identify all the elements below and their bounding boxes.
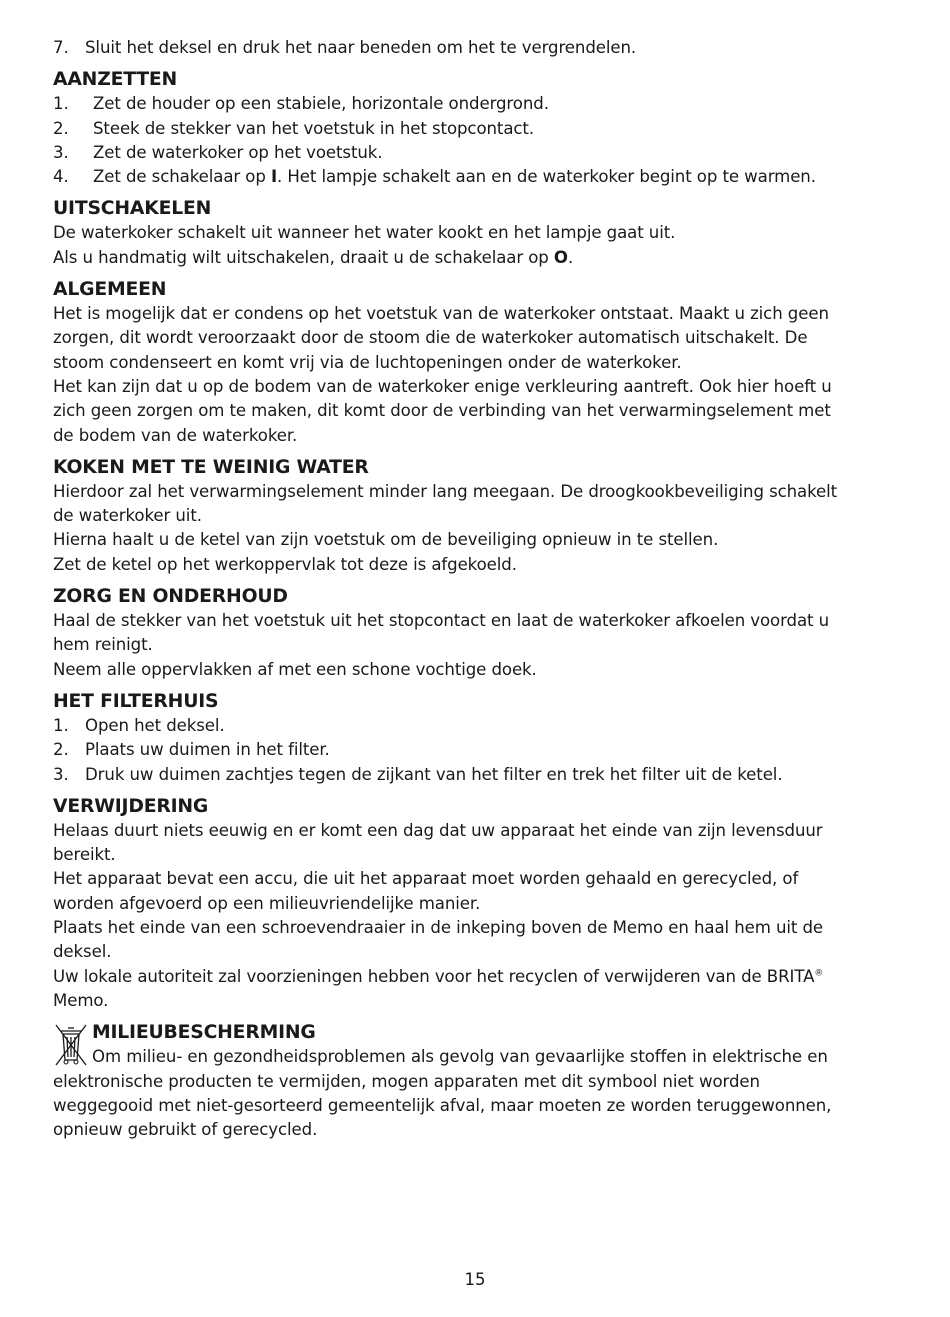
list-item [53, 36, 893, 60]
paragraph-line: weggegooid met niet-gesorteerd gemeentelijk afval, maar moeten ze worden teruggewonnen, [53, 1095, 832, 1115]
item-number: 1. [53, 94, 69, 114]
item-number: 3. [53, 764, 69, 784]
list-item [53, 738, 893, 762]
paragraph-line: Zet de ketel op het werkoppervlak tot deze is afgekoeld. [53, 554, 517, 574]
paragraph-line: Het apparaat bevat een accu, die uit het apparaat moet worden gehaald en gerecycled, of [53, 869, 799, 889]
item-text: Zet de houder op een stabiele, horizontale ondergrond. [93, 94, 549, 114]
paragraph-line: Plaats het einde van een schroevendraaier in de inkeping boven de Memo en haal hem uit de [53, 918, 824, 938]
list-item [53, 141, 893, 165]
page-number: 15 [464, 1270, 486, 1289]
paragraph-line: Haal de stekker van het voetstuk uit het stopcontact en laat de waterkoker afkoelen voordat u [53, 611, 830, 631]
paragraph-line: Memo. [53, 990, 109, 1010]
paragraph-line: zich geen zorgen om te maken, dit komt door de verbinding van het verwarmingselement met [53, 401, 831, 421]
paragraph-line: Het is mogelijk dat er condens op het voetstuk van de waterkoker ontstaat. Maakt u zich geen [53, 304, 829, 324]
item-text: Zet de schakelaar op I. Het lampje schakelt aan en de waterkoker begint op te warmen. [93, 167, 816, 187]
item-number: 3. [53, 142, 69, 162]
paragraph-line: Helaas duurt niets eeuwig en er komt een dag dat uw apparaat het einde van zijn levensduur [53, 820, 823, 840]
list-item [53, 714, 893, 738]
item-number: 4. [53, 167, 69, 187]
item-text: Plaats uw duimen in het filter. [85, 740, 330, 760]
list-item [53, 117, 893, 141]
list-item [53, 92, 893, 116]
manual-page [53, 36, 893, 1142]
section-heading-zorg: ZORG EN ONDERHOUD [53, 586, 288, 608]
list-item [53, 763, 893, 787]
paragraph-line: zorgen, dit wordt veroorzaakt door de stoom die de waterkoker automatisch uitschakelt. De [53, 328, 808, 348]
section-heading-koken: KOKEN MET TE WEINIG WATER [53, 456, 369, 478]
paragraph-line: elektronische producten te vermijden, mogen apparaten met dit symbool niet worden [53, 1071, 760, 1091]
paragraph-line: de waterkoker uit. [53, 506, 202, 526]
paragraph-line: worden afgevoerd op een milieuvriendelijke manier. [53, 893, 481, 913]
item-text: Zet de waterkoker op het voetstuk. [93, 142, 383, 162]
item-text: Open het deksel. [85, 715, 225, 735]
section-heading-verwijdering: VERWIJDERING [53, 795, 209, 817]
paragraph-line: Uw lokale autoriteit zal voorzieningen hebben voor het recyclen of verwijderen van de BRITA® [53, 966, 824, 986]
crossed-bin-icon [53, 1022, 89, 1068]
paragraph-line: bereikt. [53, 845, 116, 865]
section-heading-milieu: MILIEUBESCHERMING [92, 1022, 316, 1044]
paragraph-line: Hierna haalt u de ketel van zijn voetstuk om de beveiliging opnieuw in te stellen. [53, 530, 719, 550]
milieu-section [53, 1021, 893, 1069]
paragraph-line: Neem alle oppervlakken af met een schone vochtige doek. [53, 659, 537, 679]
paragraph-line: opnieuw gebruikt of gerecycled. [53, 1120, 318, 1140]
item-number: 7. [53, 38, 69, 57]
section-heading-algemeen: ALGEMEEN [53, 279, 167, 301]
item-number: 1. [53, 715, 69, 735]
registered-mark: ® [814, 968, 824, 979]
item-text: Steek de stekker van het voetstuk in het stopcontact. [93, 118, 534, 138]
paragraph-line: Als u handmatig wilt uitschakelen, draait u de schakelaar op O. [53, 247, 574, 267]
section-heading-aanzetten: AANZETTEN [53, 69, 178, 91]
paragraph-line: de bodem van de waterkoker. [53, 425, 298, 445]
paragraph-line: De waterkoker schakelt uit wanneer het water kookt en het lampje gaat uit. [53, 223, 676, 243]
item-number: 2. [53, 118, 69, 138]
paragraph-line: hem reinigt. [53, 635, 153, 655]
paragraph-line: Het kan zijn dat u op de bodem van de waterkoker enige verkleuring aantreft. Ook hier hoeft u [53, 376, 832, 396]
section-heading-uitschakelen: UITSCHAKELEN [53, 198, 212, 220]
item-text: Sluit het deksel en druk het naar beneden om het te vergrendelen. [85, 38, 637, 57]
item-text: Druk uw duimen zachtjes tegen de zijkant van het filter en trek het filter uit de ketel. [85, 764, 783, 784]
section-heading-filterhuis: HET FILTERHUIS [53, 690, 219, 712]
paragraph-line: Hierdoor zal het verwarmingselement minder lang meegaan. De droogkookbeveiliging schakelt [53, 481, 838, 501]
item-number: 2. [53, 740, 69, 760]
list-item [53, 165, 893, 189]
paragraph-line: stoom condenseert en komt vrij via de luchtopeningen onder de waterkoker. [53, 352, 682, 372]
paragraph-line: deksel. [53, 942, 112, 962]
paragraph-line: Om milieu- en gezondheidsproblemen als gevolg van gevaarlijke stoffen in elektrische en [92, 1047, 828, 1067]
